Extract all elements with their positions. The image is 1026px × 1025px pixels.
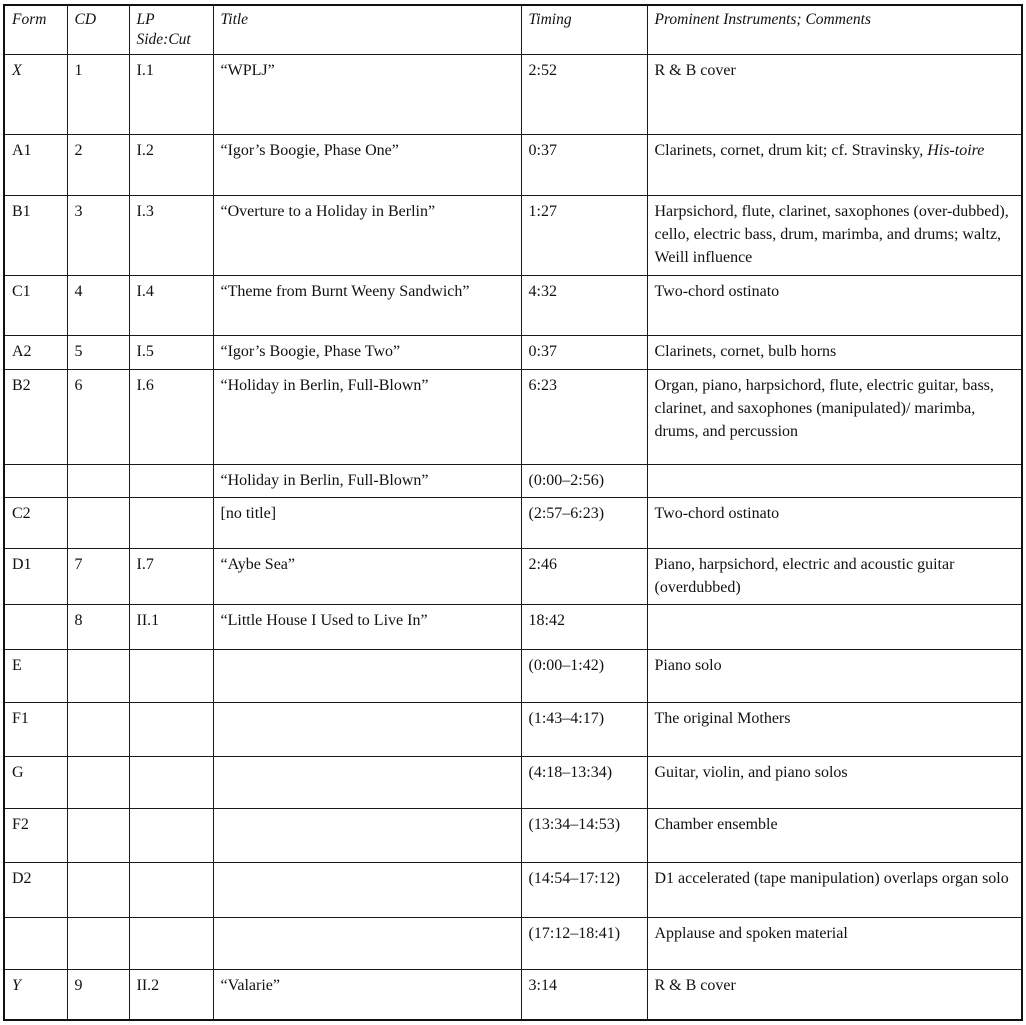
cell-form: G: [4, 756, 67, 808]
cell-form: A1: [4, 134, 67, 195]
header-comments: Prominent Instruments; Comments: [647, 5, 1022, 54]
cell-timing: (2:57–6:23): [521, 497, 647, 548]
cell-lp: I.1: [129, 54, 213, 134]
header-cd: CD: [67, 5, 129, 54]
cell-lp: I.4: [129, 275, 213, 335]
cell-cd: [67, 702, 129, 756]
cell-comments: Two-chord ostinato: [647, 275, 1022, 335]
cell-form: A2: [4, 335, 67, 369]
cell-lp: I.6: [129, 369, 213, 464]
table-row: [4, 917, 1022, 969]
comments-text: Clarinets, cornet, drum kit; cf. Stravinsky,: [654, 141, 928, 159]
cell-comments: Two-chord ostinato: [647, 497, 1022, 548]
cell-form: [4, 464, 67, 497]
table-row: [4, 756, 1022, 808]
cell-lp: II.1: [129, 604, 213, 649]
cell-title: [no title]: [213, 497, 521, 548]
cell-cd: 5: [67, 335, 129, 369]
cell-lp: [129, 464, 213, 497]
cell-lp: I.2: [129, 134, 213, 195]
cell-comments: Piano solo: [647, 649, 1022, 702]
cell-cd: 2: [67, 134, 129, 195]
cell-lp: [129, 756, 213, 808]
cell-comments: D1 accelerated (tape manipulation) overlaps organ solo: [647, 862, 1022, 917]
cell-timing: (17:12–18:41): [521, 917, 647, 969]
header-title: Title: [213, 5, 521, 54]
table-row: [4, 702, 1022, 756]
header-row: [4, 5, 1022, 54]
cell-timing: 2:52: [521, 54, 647, 134]
cell-title: “WPLJ”: [213, 54, 521, 134]
cell-title: “Overture to a Holiday in Berlin”: [213, 195, 521, 275]
cell-cd: 4: [67, 275, 129, 335]
cell-form: [4, 604, 67, 649]
table-row: [4, 497, 1022, 548]
table-row: [4, 862, 1022, 917]
form-analysis-table-container: [3, 4, 1023, 1021]
cell-form: C1: [4, 275, 67, 335]
cell-cd: 9: [67, 969, 129, 1020]
cell-comments: Clarinets, cornet, bulb horns: [647, 335, 1022, 369]
cell-timing: 3:14: [521, 969, 647, 1020]
cell-timing: 2:46: [521, 548, 647, 604]
header-timing: Timing: [521, 5, 647, 54]
cell-title: “Aybe Sea”: [213, 548, 521, 604]
cell-comments: Organ, piano, harpsichord, flute, electric guitar, bass, clarinet, and saxophones (manipulated)/ marimba, drums, and percussion: [647, 369, 1022, 464]
cell-timing: 0:37: [521, 134, 647, 195]
cell-title: “Igor’s Boogie, Phase One”: [213, 134, 521, 195]
cell-title: “Holiday in Berlin, Full-Blown”: [213, 464, 521, 497]
cell-form: F1: [4, 702, 67, 756]
cell-cd: [67, 917, 129, 969]
cell-cd: 7: [67, 548, 129, 604]
table-row: [4, 275, 1022, 335]
cell-title: [213, 917, 521, 969]
cell-form: [4, 917, 67, 969]
cell-comments: Piano, harpsichord, electric and acoustic guitar (overdubbed): [647, 548, 1022, 604]
cell-lp: I.7: [129, 548, 213, 604]
cell-cd: [67, 756, 129, 808]
cell-timing: (4:18–13:34): [521, 756, 647, 808]
cell-title: [213, 702, 521, 756]
cell-lp: I.3: [129, 195, 213, 275]
header-lp-line1: LP: [136, 11, 155, 28]
cell-timing: 0:37: [521, 335, 647, 369]
cell-comments: Harpsichord, flute, clarinet, saxophones (over-dubbed), cello, electric bass, drum, marimba, and drums; waltz, Weill influence: [647, 195, 1022, 275]
cell-timing: (14:54–17:12): [521, 862, 647, 917]
cell-form: D2: [4, 862, 67, 917]
cell-timing: 18:42: [521, 604, 647, 649]
cell-title: “Little House I Used to Live In”: [213, 604, 521, 649]
cell-cd: [67, 464, 129, 497]
cell-timing: 1:27: [521, 195, 647, 275]
cell-lp: [129, 702, 213, 756]
cell-title: [213, 808, 521, 862]
table-row: [4, 548, 1022, 604]
cell-title: [213, 649, 521, 702]
table-row: [4, 54, 1022, 134]
cell-cd: 8: [67, 604, 129, 649]
cell-cd: 1: [67, 54, 129, 134]
table-row: [4, 969, 1022, 1020]
cell-lp: [129, 808, 213, 862]
header-lp: [129, 5, 213, 54]
table-row: [4, 464, 1022, 497]
cell-cd: 6: [67, 369, 129, 464]
header-form: Form: [4, 5, 67, 54]
cell-lp: [129, 649, 213, 702]
cell-lp: [129, 497, 213, 548]
cell-form: X: [4, 54, 67, 134]
cell-form: C2: [4, 497, 67, 548]
cell-cd: [67, 862, 129, 917]
cell-comments: [647, 604, 1022, 649]
cell-timing: 4:32: [521, 275, 647, 335]
cell-timing: (1:43–4:17): [521, 702, 647, 756]
cell-timing: 6:23: [521, 369, 647, 464]
cell-title: [213, 756, 521, 808]
cell-comments: R & B cover: [647, 969, 1022, 1020]
cell-form: Y: [4, 969, 67, 1020]
cell-form: D1: [4, 548, 67, 604]
cell-comments: Chamber ensemble: [647, 808, 1022, 862]
cell-timing: (13:34–14:53): [521, 808, 647, 862]
cell-lp: [129, 862, 213, 917]
cell-comments: [647, 464, 1022, 497]
table-row: [4, 808, 1022, 862]
cell-timing: (0:00–1:42): [521, 649, 647, 702]
cell-title: “Theme from Burnt Weeny Sandwich”: [213, 275, 521, 335]
table-row: [4, 369, 1022, 464]
table-row: [4, 134, 1022, 195]
table-row: [4, 335, 1022, 369]
cell-cd: [67, 808, 129, 862]
table-row: [4, 195, 1022, 275]
cell-comments: [647, 134, 1022, 195]
cell-cd: [67, 649, 129, 702]
cell-comments: Applause and spoken material: [647, 917, 1022, 969]
header-lp-line2: Side:Cut: [136, 31, 191, 48]
table-row: [4, 649, 1022, 702]
cell-form: E: [4, 649, 67, 702]
cell-comments: Guitar, violin, and piano solos: [647, 756, 1022, 808]
cell-comments: R & B cover: [647, 54, 1022, 134]
cell-title: [213, 862, 521, 917]
cell-cd: 3: [67, 195, 129, 275]
cell-lp: I.5: [129, 335, 213, 369]
form-analysis-table: [3, 4, 1023, 1021]
comments-italic-text: His-toire: [927, 141, 985, 159]
cell-lp: [129, 917, 213, 969]
cell-form: F2: [4, 808, 67, 862]
cell-title: “Valarie”: [213, 969, 521, 1020]
cell-cd: [67, 497, 129, 548]
cell-form: B1: [4, 195, 67, 275]
cell-lp: II.2: [129, 969, 213, 1020]
table-row: [4, 604, 1022, 649]
cell-title: “Igor’s Boogie, Phase Two”: [213, 335, 521, 369]
cell-timing: (0:00–2:56): [521, 464, 647, 497]
cell-form: B2: [4, 369, 67, 464]
cell-title: “Holiday in Berlin, Full-Blown”: [213, 369, 521, 464]
cell-comments: The original Mothers: [647, 702, 1022, 756]
